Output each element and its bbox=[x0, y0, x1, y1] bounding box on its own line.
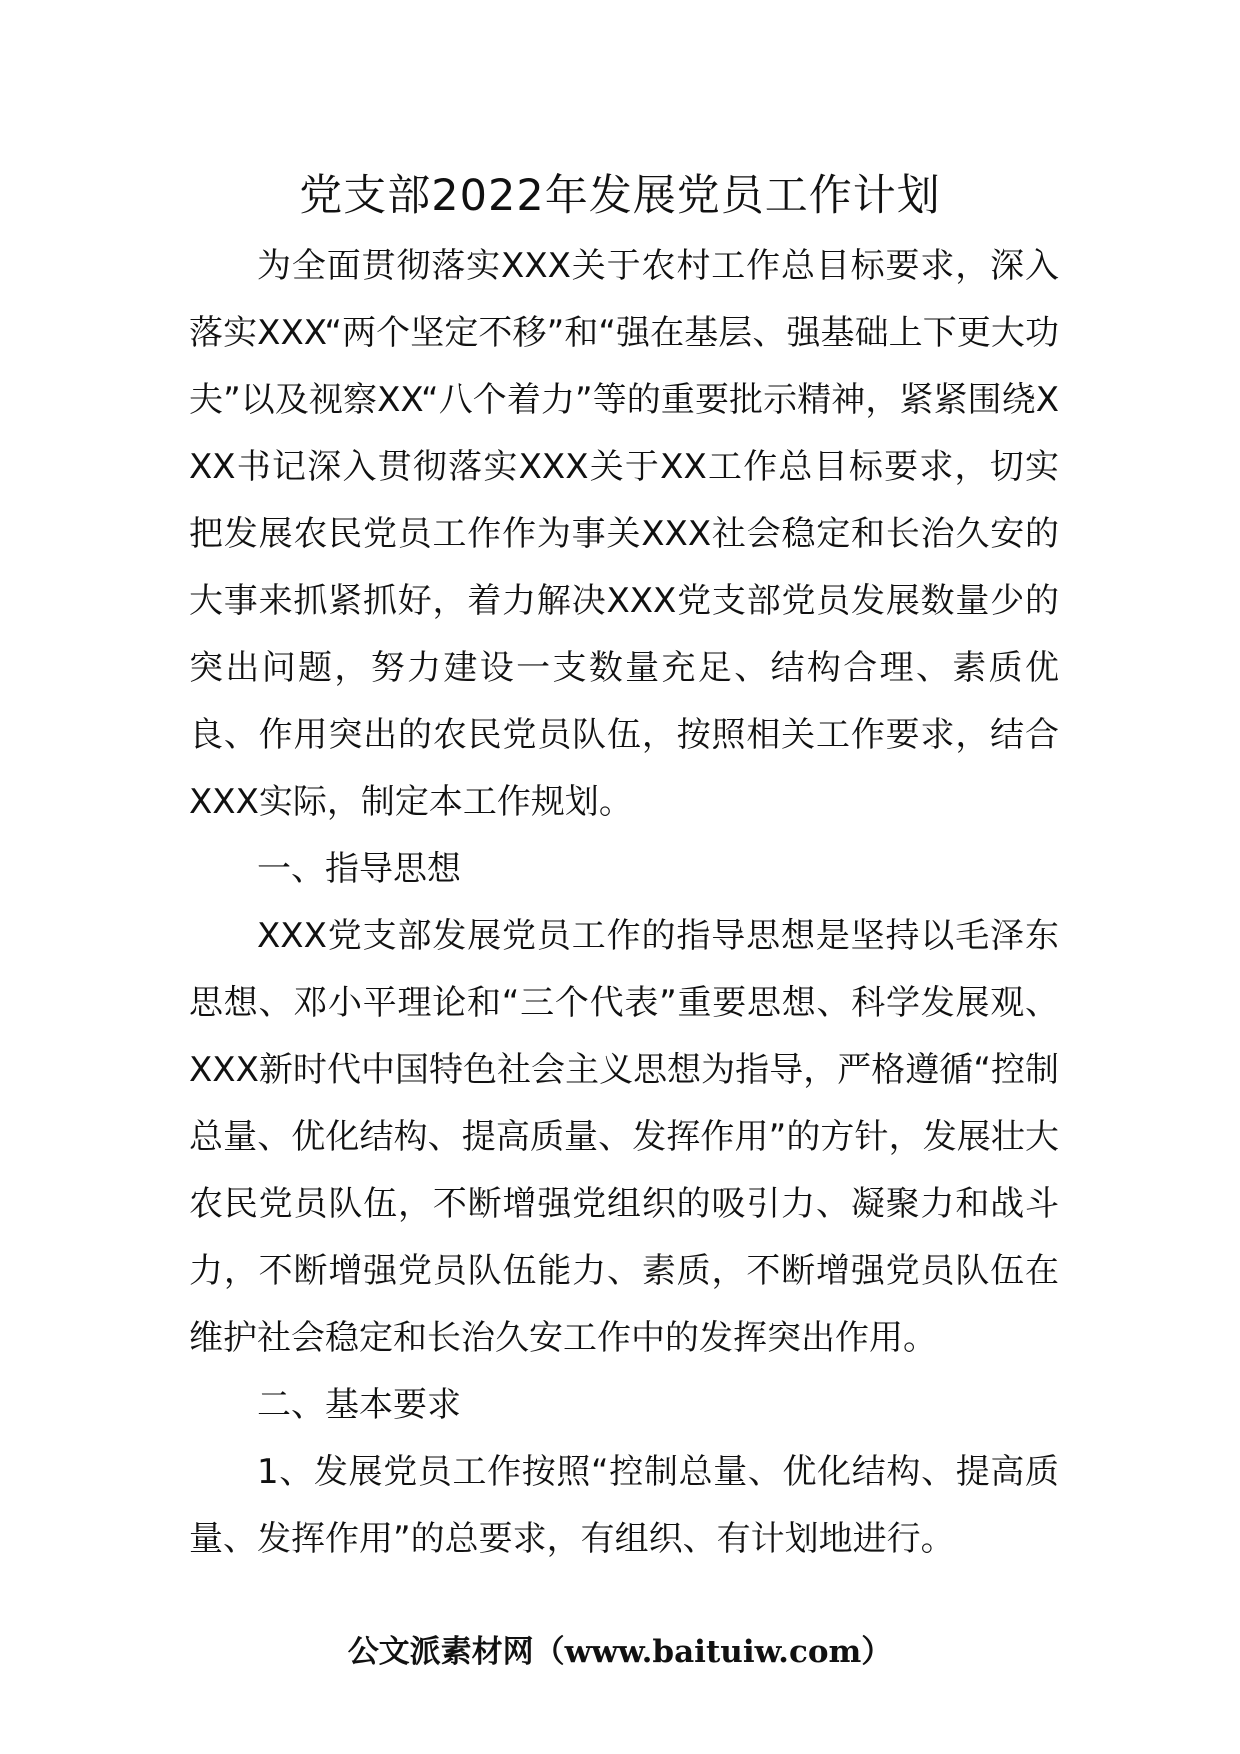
section-heading-basic-requirements: 二、基本要求 bbox=[257, 1385, 461, 1425]
basic-requirement-item-1: 1、发展党员工作按照“控制总量、优化结构、提高质量、发挥作用”的总要求，有组织、有计划地进行。 bbox=[189, 1452, 1059, 1559]
section-heading-guiding-ideology: 一、指导思想 bbox=[257, 849, 461, 889]
document-title: 党支部2022年发展党员工作计划 bbox=[299, 171, 941, 221]
intro-paragraph: 为全面贯彻落实XXX关于农村工作总目标要求，深入落实XXX“两个坚定不移”和“强在基层、强基础上下更大功夫”以及视察XX“八个着力”等的重要批示精神，紧紧围绕XXX书记深入贯彻落实XXX关于XX工作总目标要求，切实把发展农民党员工作作为事关XXX社会稳定和长治久安的大事来抓紧抓好，着力解决XXX党支部党员发展数量少的突出问题，努力建设一支数量充足、结构合理、素质优良、作用突出的农民党员队伍，按照相关工作要求，结合XXX实际，制定本工作规划。 bbox=[189, 246, 1059, 822]
guiding-ideology-paragraph: XXX党支部发展党员工作的指导思想是坚持以毛泽东思想、邓小平理论和“三个代表”重要思想、科学发展观、XXX新时代中国特色社会主义思想为指导，严格遵循“控制总量、优化结构、提高质量、发挥作用”的方针，发展壮大农民党员队伍，不断增强党组织的吸引力、凝聚力和战斗力，不断增强党员队伍能力、素质，不断增强党员队伍在维护社会稳定和长治久安工作中的发挥突出作用。 bbox=[189, 916, 1059, 1358]
footer-watermark: 公文派素材网（www.baituiw.com） bbox=[347, 1634, 893, 1670]
document-body bbox=[189, 233, 1059, 1573]
